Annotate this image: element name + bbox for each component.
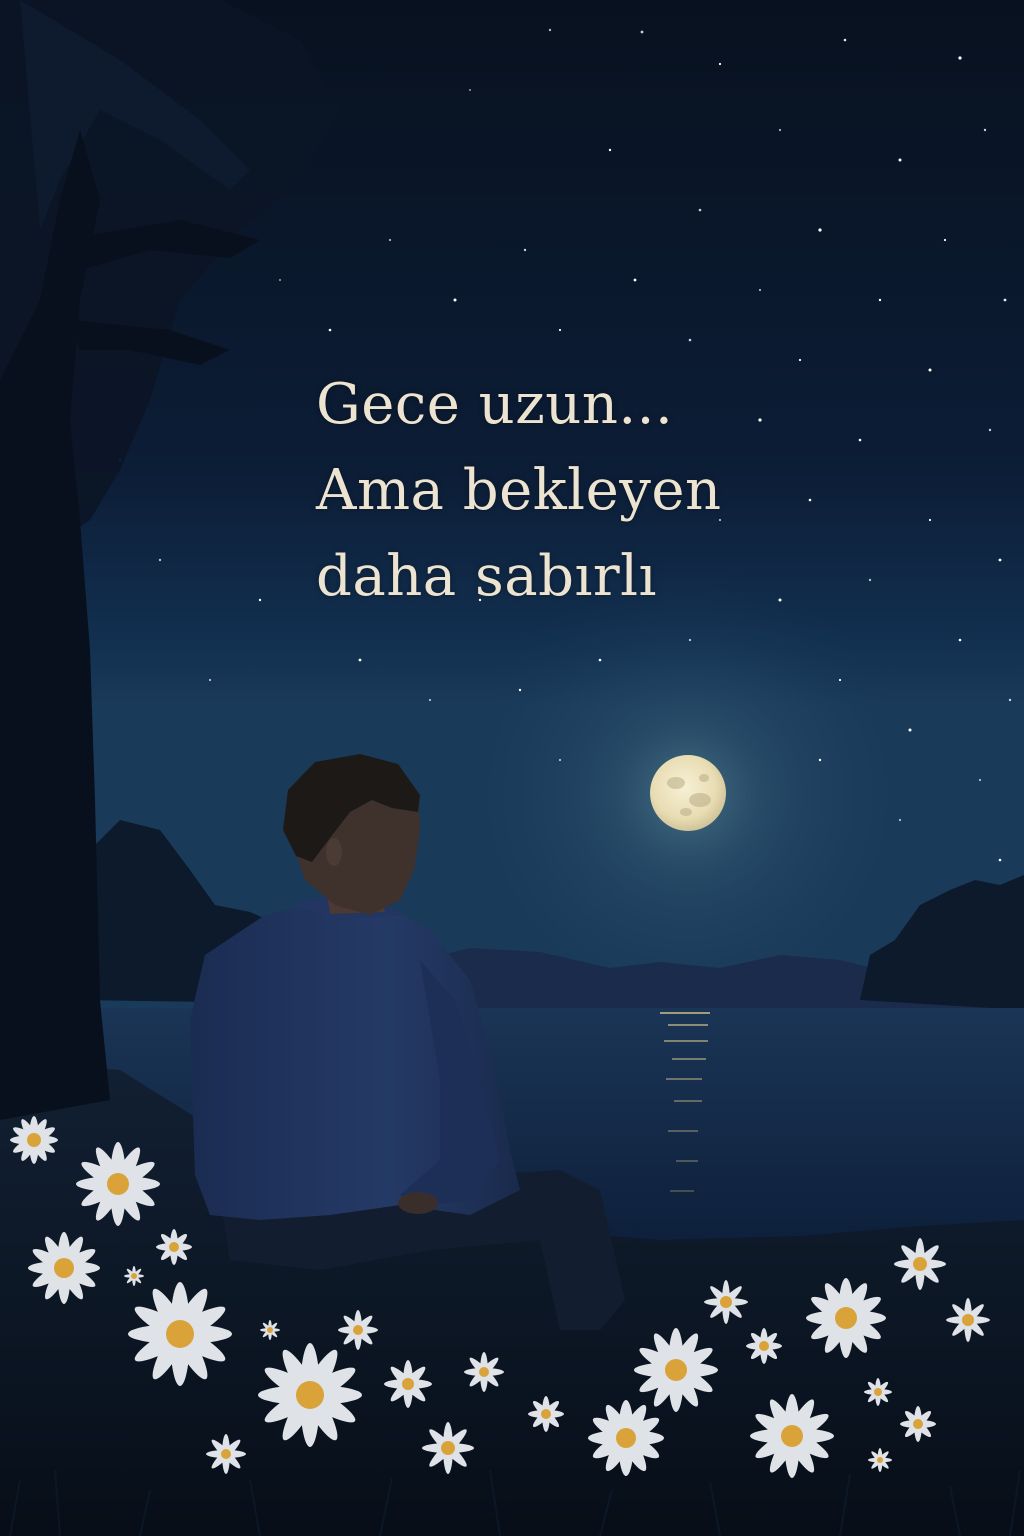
quote-line-1: Gece uzun... [316, 372, 674, 437]
poster-quote [316, 362, 836, 620]
full-moon [650, 755, 726, 831]
quote-line-3: daha sabırlı [316, 544, 657, 609]
quote-line-2: Ama bekleyen [316, 458, 722, 523]
